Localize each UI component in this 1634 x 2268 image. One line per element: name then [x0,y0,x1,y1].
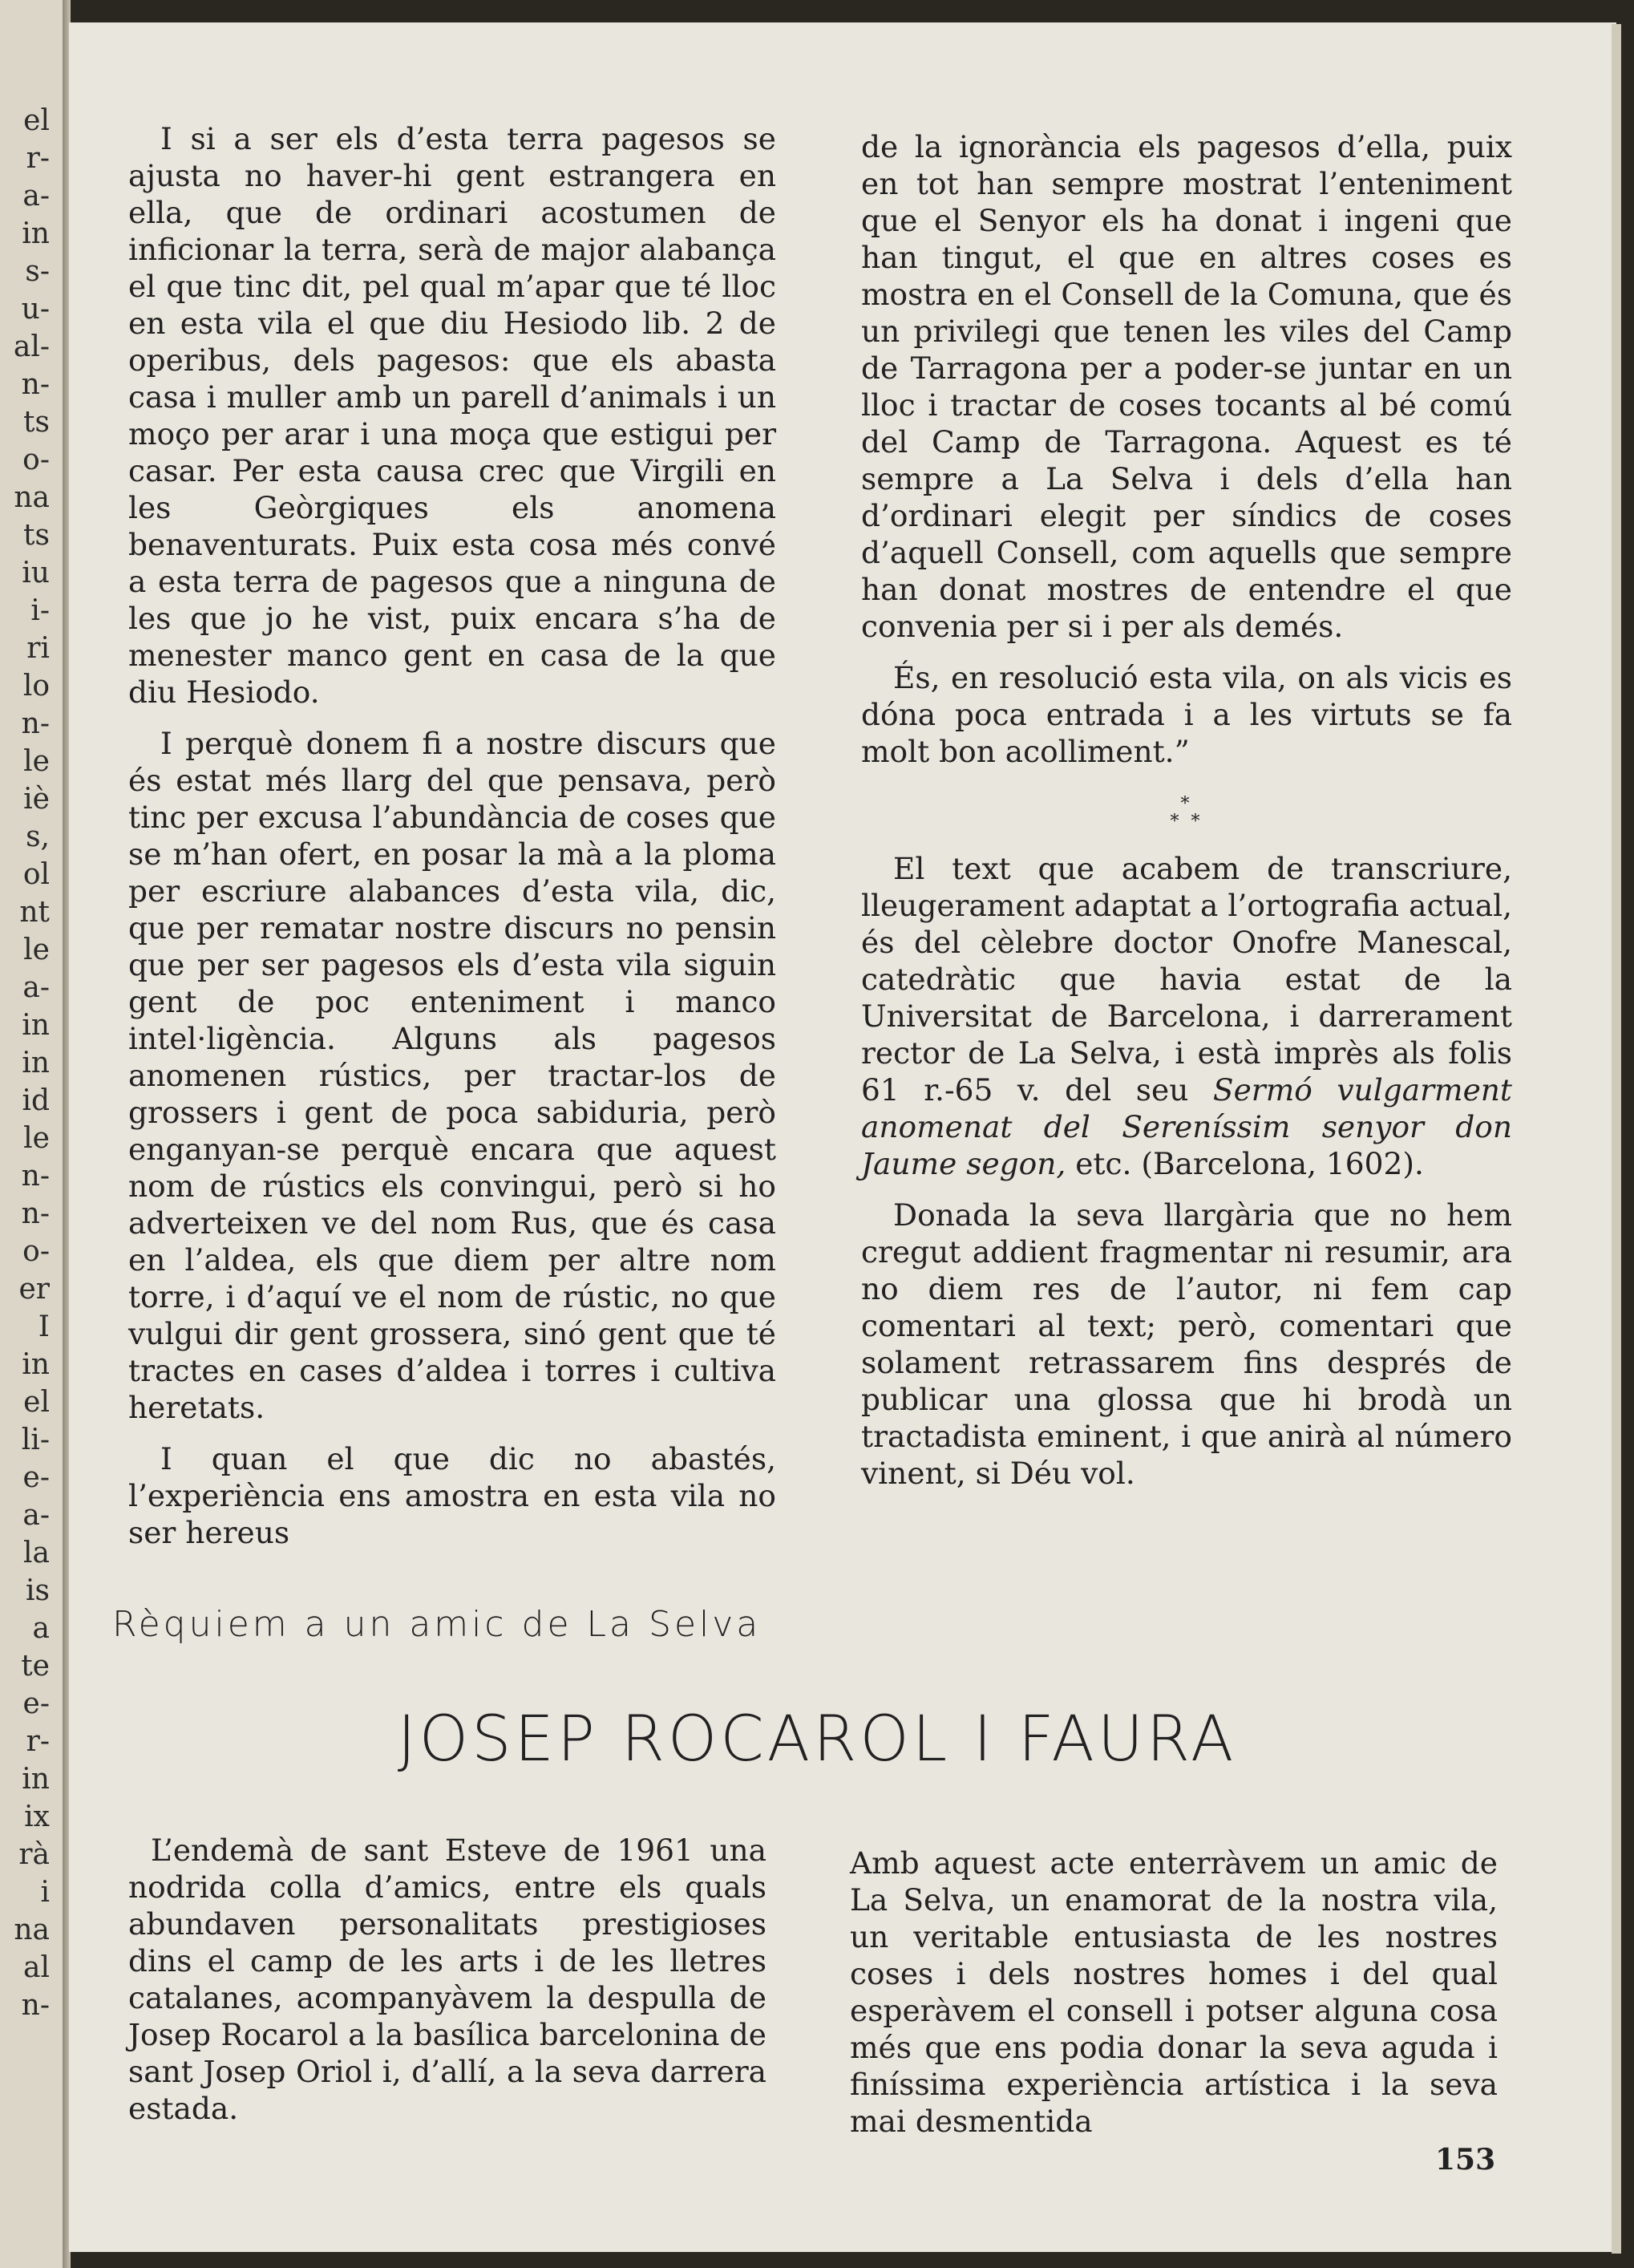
margin-fragment: al- [13,330,50,363]
margin-fragment: in [22,217,50,250]
margin-fragment: o- [22,443,50,476]
margin-fragment: n- [21,1989,50,2022]
margin-fragment: o- [22,1235,50,1268]
margin-fragment: i [40,1876,50,1909]
margin-fragment: u- [21,293,50,326]
margin-fragment: a [32,1612,50,1645]
margin-fragment: s, [26,820,50,853]
margin-fragment: s- [25,255,50,288]
paragraph: de la ignorància els pagesos d’ella, puix en tot han sempre mostrat l’enteniment que el Senyor els ha donat i ingeni que han tingut, el que en altres coses es mostra en el Consell de la Comuna, que és un privilegi que tenen les viles del Camp de Tarragona per a poder-se juntar en un lloc i tractar de coses tocants al bé comú del Camp de Tarragona. Aquest es té sempre a La Selva i dels d’ella han d’ordinari elegit per síndics de coses d’aquell Consell, com aquells que sempre han donat mostres de entendre el que convenia per si i per als demés. [861,129,1512,644]
article-column-2 [850,1845,1498,2154]
margin-fragment: ri [26,632,50,665]
paragraph: L’endemà de sant Esteve de 1961 una nodrida colla d’amics, entre els quals abundaven personalitats prestigioses dins el camp de les arts i de les lletres catalanes, acompanyàvem la despulla de Josep Rocarol a la basílica barcelonina de sant Josep Oriol i, d’allí, a la seva darrera estada. [128,1833,766,2126]
paragraph: I si a ser els d’esta terra pagesos se ajusta no haver-hi gent estrangera en ella, que de ordinari acostumen de inficionar la terra, serà de major alabança el que tinc dit, pel qual m’apar que té lloc en esta vila el que diu Hesiodo lib. 2 de operibus, dels pagesos: que els abasta casa i muller amb un parell d’animals i un moço per arar i una moça que estigui per casar. Per esta causa crec que Virgili en les Geòrgiques els anomena benaventurats. Puix esta cosa més convé a esta terra de pagesos que a ninguna de les que jo he vist, puix encara s’ha de menester manco gent en casa de la que diu Hesiodo. [128,121,776,710]
margin-fragment: le [23,1122,50,1155]
column-1 [128,120,776,1565]
margin-fragment: n- [21,707,50,740]
margin-fragment: el [23,1386,50,1419]
margin-fragment: la [23,1537,50,1569]
margin-fragment: i- [30,594,50,627]
page-edge [1612,24,1621,2254]
margin-fragment: in [22,1763,50,1796]
star: * [1170,812,1183,832]
margin-fragment: el [23,104,50,137]
margin-fragment: er [18,1273,50,1306]
margin-fragment: r- [26,1725,50,1758]
paragraph: I perquè donem fi a nostre discurs que és estat més llarg del que pensava, però tinc per excusa l’abundància de coses que se m’han ofert, en posar la mà a la ploma per escriure alabances d’esta vila, dic, que per rematar nostre discurs no pensin que per ser pagesos els d’esta vila siguin gent de poc enteniment i manco intel·ligència. Alguns als pagesos anomenen rústics, per tractar-los de grossers i gent de poca sabiduria, però enganyan-se perquè encara que aquest nom de rústics els convingui, però si ho adverteixen ve del nom Rus, que és casa en l’aldea, els que diem per altre nom torre, i d’aquí ve el nom de rústic, no que vulgui dir gent grossera, sinó gent que té tractes en cases d’aldea i torres i cultiva heretats. [128,726,776,1425]
previous-page-strip [0,0,64,2268]
margin-fragment: id [22,1084,50,1117]
margin-fragment: li- [21,1424,50,1456]
margin-fragment: e- [22,1687,50,1720]
margin-fragment: le [23,745,50,778]
margin-fragment: n- [21,1160,50,1193]
margin-fragment: al [23,1951,50,1984]
article-title: JOSEP ROCAROL I FAURA [397,1703,1237,1776]
paragraph: I quan el que dic no abastés, l’experiència ens amostra en esta vila no ser hereus [128,1441,776,1550]
margin-fragment: te [21,1650,50,1683]
margin-fragment: rà [18,1838,50,1871]
section-separator [861,796,1512,831]
margin-fragment: n- [21,1197,50,1230]
margin-fragment: ts [23,406,50,439]
margin-fragment: a- [22,971,50,1004]
margin-fragment: le [23,934,50,966]
paragraph: Amb aquest acte enterràvem un amic de La Selva, un enamorat de la nostra vila, un veritable entusiasta de les nostres coses i dels nostres homes i del qual esperàvem el consell i potser alguna cosa més que ens podia donar la seva aguda i finíssima experiència artística i la seva mai desmentida [850,1845,1498,2139]
section-label: Rèquiem a un amic de La Selva [112,1604,762,1645]
margin-fragment: in [22,1047,50,1079]
margin-fragment: in [22,1348,50,1381]
margin-fragment: e- [22,1461,50,1494]
text-run: El text que acabem de transcriure, lleugerament adaptat a l’ortografia actual, és del cèlebre doctor Onofre Manescal, catedràtic que havia estat de la Universitat de Barcelona, i darrerament rector de La Selva, i està imprès als folis 61 r.-65 v. del seu [861,851,1512,1108]
article-column-1 [128,1832,766,2141]
paragraph: És, en resolució esta vila, on als vicis es dóna poca entrada i a les virtuts se fa molt bon acolliment.” [861,660,1512,769]
margin-fragment: in [22,1009,50,1042]
book-title: Sermó vulgarment anomenat del Sereníssim senyor don Jaume segon, [861,1072,1512,1181]
margin-fragment: ts [23,519,50,552]
margin-fragment: I [38,1310,50,1343]
star: * [1191,812,1203,832]
paragraph [861,850,1512,1182]
column-2 [861,128,1512,1506]
margin-fragment: ol [22,858,50,891]
margin-fragment: a- [22,180,50,213]
page-number: 153 [1435,2143,1496,2177]
margin-fragment: is [26,1574,50,1607]
star: * [1180,794,1193,814]
margin-fragment: lo [22,670,50,703]
margin-fragment: na [14,481,50,514]
margin-fragment: iè [23,783,50,816]
margin-fragment: a- [22,1499,50,1532]
text-run: etc. (Barcelona, 1602). [1066,1146,1424,1181]
margin-fragment: n- [21,368,50,401]
margin-fragment: nt [19,896,50,929]
margin-fragment: iu [22,557,50,589]
paragraph: Donada la seva llargària que no hem cregut addient fragmentar ni resumir, ara no diem res de l’autor, ni fem cap comentari al text; però, comentari que solament retrassarem fins després de publicar una glossa que hi brodà un tractadista eminent, i que anirà al número vinent, si Déu vol. [861,1197,1512,1491]
margin-fragment: ix [24,1800,50,1833]
margin-fragment: r- [26,142,50,175]
margin-fragment: na [14,1914,50,1946]
